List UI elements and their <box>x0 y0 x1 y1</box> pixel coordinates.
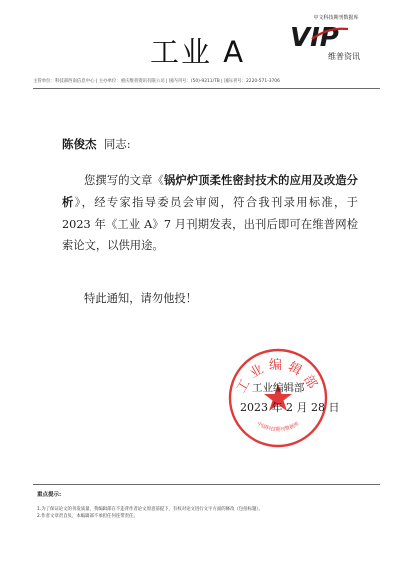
greeting: 同志: <box>103 137 131 151</box>
tips-title: 重点提示: <box>37 492 62 498</box>
article-title: 锅炉炉顶柔性密封技术的应用及改造分析 <box>62 173 358 209</box>
notice-line: 特此通知，请勿他投！ <box>84 292 197 305</box>
vip-logo-mark-icon <box>288 23 380 49</box>
letter-body <box>62 170 358 257</box>
tip-item: 1.为了保证论文的刊发质量，我编辑部在不违背作者论文原意前提下，有权对论文进行文字方面的修改（包括标题）。 <box>37 507 263 512</box>
signature-department: 工业编辑部 <box>252 382 305 394</box>
tips-list <box>37 506 377 520</box>
header-divider <box>33 88 380 89</box>
body-prefix: 您撰写的文章《 <box>84 174 164 187</box>
signature-date: 2023 年 2 月 28 日 <box>240 401 340 414</box>
body-suffix: 》，经专家指导委员会审阅，符合我刊录用标准，于 2023 年《工业 A》7 月刊期发表，出刊后即可在维普网检索论文，以供用途。 <box>62 195 358 253</box>
recipient-name: 陈俊杰 <box>62 137 97 151</box>
journal-title: 工业 A <box>150 35 246 69</box>
salutation <box>62 136 131 152</box>
tip-item: 2.作者文章责自负，本编辑部不承担任何连带责任。 <box>37 514 138 519</box>
seal-bottom-text: 中国科技期刊数据库 <box>255 420 301 434</box>
editorial-seal <box>226 346 330 450</box>
logo-subtitle: 维普资讯 <box>328 52 360 61</box>
vip-logo <box>286 14 382 62</box>
footer-divider <box>33 484 380 485</box>
logo-mark-text: VIP <box>290 23 339 49</box>
seal-arc-text: 工业编辑部 <box>233 357 323 396</box>
publication-info-line: 主管单位：科技部西南信息中心 | 主办单位：重庆维普资讯有限公司 | 国内刊号：(50)-9211/TB | 国际刊号：2220-571-3706 <box>33 79 280 84</box>
logo-database-name: 中文科技期刊数据库 <box>313 15 359 21</box>
